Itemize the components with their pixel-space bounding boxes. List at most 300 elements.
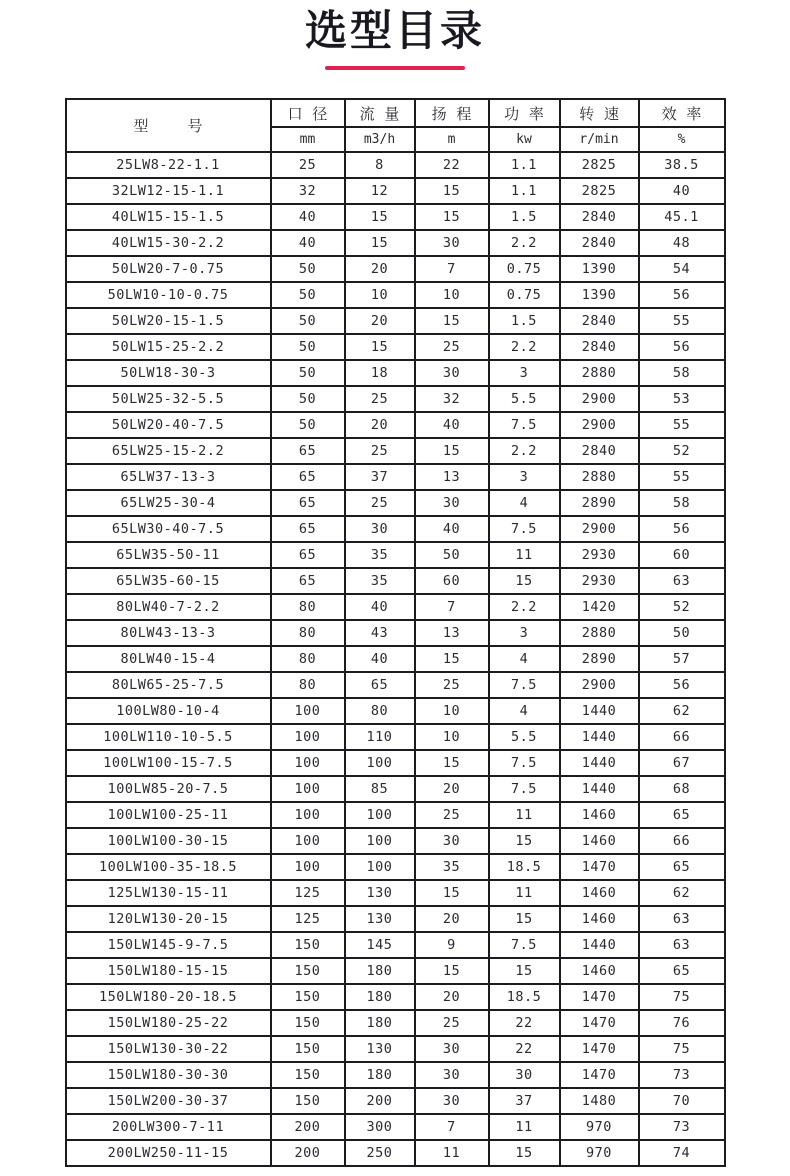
value-cell: 15 bbox=[345, 334, 415, 360]
value-cell: 13 bbox=[415, 620, 489, 646]
table-row bbox=[66, 334, 725, 360]
value-cell: 200 bbox=[345, 1088, 415, 1114]
model-cell: 150LW180-30-30 bbox=[66, 1062, 271, 1088]
value-cell: 40 bbox=[345, 594, 415, 620]
value-cell: 30 bbox=[415, 360, 489, 386]
model-cell: 150LW130-30-22 bbox=[66, 1036, 271, 1062]
value-cell: 63 bbox=[639, 932, 725, 958]
value-cell: 15 bbox=[415, 646, 489, 672]
value-cell: 1460 bbox=[560, 958, 639, 984]
column-header-unit: m bbox=[415, 127, 489, 152]
table-row bbox=[66, 1062, 725, 1088]
value-cell: 30 bbox=[415, 828, 489, 854]
value-cell: 150 bbox=[271, 1088, 345, 1114]
page-title: 选型目录 bbox=[304, 7, 485, 54]
value-cell: 2880 bbox=[560, 464, 639, 490]
value-cell: 65 bbox=[639, 958, 725, 984]
table-row bbox=[66, 386, 725, 412]
value-cell: 54 bbox=[639, 256, 725, 282]
value-cell: 70 bbox=[639, 1088, 725, 1114]
model-cell: 100LW110-10-5.5 bbox=[66, 724, 271, 750]
value-cell: 5.5 bbox=[489, 386, 560, 412]
value-cell: 25 bbox=[415, 802, 489, 828]
value-cell: 150 bbox=[271, 932, 345, 958]
value-cell: 130 bbox=[345, 1036, 415, 1062]
value-cell: 52 bbox=[639, 438, 725, 464]
column-header-unit: r/min bbox=[560, 127, 639, 152]
value-cell: 60 bbox=[415, 568, 489, 594]
value-cell: 50 bbox=[271, 412, 345, 438]
value-cell: 55 bbox=[639, 412, 725, 438]
table-row bbox=[66, 698, 725, 724]
value-cell: 40 bbox=[415, 516, 489, 542]
value-cell: 50 bbox=[271, 360, 345, 386]
value-cell: 15 bbox=[489, 906, 560, 932]
model-cell: 50LW20-7-0.75 bbox=[66, 256, 271, 282]
value-cell: 62 bbox=[639, 698, 725, 724]
table-row bbox=[66, 178, 725, 204]
value-cell: 2.2 bbox=[489, 438, 560, 464]
value-cell: 1390 bbox=[560, 256, 639, 282]
value-cell: 10 bbox=[345, 282, 415, 308]
value-cell: 40 bbox=[345, 646, 415, 672]
model-cell: 100LW100-25-11 bbox=[66, 802, 271, 828]
value-cell: 75 bbox=[639, 1036, 725, 1062]
value-cell: 2880 bbox=[560, 620, 639, 646]
value-cell: 15 bbox=[345, 230, 415, 256]
value-cell: 5.5 bbox=[489, 724, 560, 750]
value-cell: 18 bbox=[345, 360, 415, 386]
value-cell: 150 bbox=[271, 1036, 345, 1062]
value-cell: 150 bbox=[271, 984, 345, 1010]
value-cell: 2930 bbox=[560, 568, 639, 594]
value-cell: 2840 bbox=[560, 204, 639, 230]
value-cell: 15 bbox=[489, 828, 560, 854]
value-cell: 50 bbox=[271, 308, 345, 334]
value-cell: 15 bbox=[415, 750, 489, 776]
value-cell: 0.75 bbox=[489, 256, 560, 282]
value-cell: 125 bbox=[271, 906, 345, 932]
value-cell: 11 bbox=[489, 542, 560, 568]
value-cell: 65 bbox=[345, 672, 415, 698]
value-cell: 1470 bbox=[560, 984, 639, 1010]
value-cell: 100 bbox=[345, 750, 415, 776]
value-cell: 60 bbox=[639, 542, 725, 568]
model-cell: 100LW100-35-18.5 bbox=[66, 854, 271, 880]
value-cell: 80 bbox=[271, 620, 345, 646]
value-cell: 40 bbox=[271, 230, 345, 256]
value-cell: 65 bbox=[271, 542, 345, 568]
value-cell: 35 bbox=[345, 542, 415, 568]
value-cell: 55 bbox=[639, 464, 725, 490]
value-cell: 30 bbox=[415, 490, 489, 516]
column-header-label: 口径 bbox=[271, 99, 345, 127]
value-cell: 2840 bbox=[560, 334, 639, 360]
value-cell: 13 bbox=[415, 464, 489, 490]
table-row bbox=[66, 1114, 725, 1140]
value-cell: 65 bbox=[639, 854, 725, 880]
value-cell: 1460 bbox=[560, 880, 639, 906]
model-cell: 150LW180-15-15 bbox=[66, 958, 271, 984]
value-cell: 1.1 bbox=[489, 152, 560, 178]
table-row bbox=[66, 776, 725, 802]
table-row bbox=[66, 932, 725, 958]
value-cell: 48 bbox=[639, 230, 725, 256]
value-cell: 2900 bbox=[560, 516, 639, 542]
value-cell: 15 bbox=[415, 438, 489, 464]
value-cell: 37 bbox=[345, 464, 415, 490]
value-cell: 180 bbox=[345, 958, 415, 984]
value-cell: 25 bbox=[345, 386, 415, 412]
value-cell: 50 bbox=[639, 620, 725, 646]
value-cell: 7.5 bbox=[489, 412, 560, 438]
value-cell: 56 bbox=[639, 334, 725, 360]
value-cell: 100 bbox=[345, 828, 415, 854]
value-cell: 40 bbox=[271, 204, 345, 230]
value-cell: 75 bbox=[639, 984, 725, 1010]
value-cell: 300 bbox=[345, 1114, 415, 1140]
value-cell: 63 bbox=[639, 906, 725, 932]
value-cell: 1.5 bbox=[489, 308, 560, 334]
value-cell: 100 bbox=[271, 854, 345, 880]
value-cell: 15 bbox=[489, 568, 560, 594]
value-cell: 1440 bbox=[560, 932, 639, 958]
value-cell: 100 bbox=[271, 724, 345, 750]
model-cell: 80LW40-15-4 bbox=[66, 646, 271, 672]
value-cell: 30 bbox=[415, 230, 489, 256]
value-cell: 1470 bbox=[560, 854, 639, 880]
value-cell: 18.5 bbox=[489, 984, 560, 1010]
value-cell: 15 bbox=[415, 204, 489, 230]
title-accent-underline bbox=[325, 66, 465, 70]
value-cell: 50 bbox=[271, 282, 345, 308]
value-cell: 65 bbox=[271, 568, 345, 594]
value-cell: 30 bbox=[345, 516, 415, 542]
column-header-unit: m3/h bbox=[345, 127, 415, 152]
value-cell: 7 bbox=[415, 594, 489, 620]
value-cell: 130 bbox=[345, 906, 415, 932]
value-cell: 30 bbox=[415, 1088, 489, 1114]
value-cell: 2890 bbox=[560, 646, 639, 672]
value-cell: 2900 bbox=[560, 412, 639, 438]
value-cell: 56 bbox=[639, 516, 725, 542]
model-cell: 150LW200-30-37 bbox=[66, 1088, 271, 1114]
model-cell: 100LW80-10-4 bbox=[66, 698, 271, 724]
value-cell: 56 bbox=[639, 282, 725, 308]
model-cell: 50LW20-15-1.5 bbox=[66, 308, 271, 334]
table-row bbox=[66, 438, 725, 464]
model-cell: 65LW25-15-2.2 bbox=[66, 438, 271, 464]
table-body bbox=[66, 152, 725, 1166]
table-row bbox=[66, 854, 725, 880]
value-cell: 130 bbox=[345, 880, 415, 906]
value-cell: 200 bbox=[271, 1114, 345, 1140]
model-cell: 150LW145-9-7.5 bbox=[66, 932, 271, 958]
value-cell: 250 bbox=[345, 1140, 415, 1166]
value-cell: 1.1 bbox=[489, 178, 560, 204]
value-cell: 25 bbox=[271, 152, 345, 178]
value-cell: 2840 bbox=[560, 438, 639, 464]
value-cell: 67 bbox=[639, 750, 725, 776]
value-cell: 8 bbox=[345, 152, 415, 178]
model-cell: 65LW25-30-4 bbox=[66, 490, 271, 516]
value-cell: 2.2 bbox=[489, 230, 560, 256]
value-cell: 180 bbox=[345, 1010, 415, 1036]
value-cell: 40 bbox=[415, 412, 489, 438]
column-header-unit: % bbox=[639, 127, 725, 152]
value-cell: 50 bbox=[271, 256, 345, 282]
value-cell: 30 bbox=[415, 1036, 489, 1062]
value-cell: 970 bbox=[560, 1140, 639, 1166]
value-cell: 11 bbox=[415, 1140, 489, 1166]
value-cell: 25 bbox=[345, 438, 415, 464]
value-cell: 1420 bbox=[560, 594, 639, 620]
value-cell: 100 bbox=[271, 802, 345, 828]
value-cell: 7.5 bbox=[489, 672, 560, 698]
model-cell: 50LW15-25-2.2 bbox=[66, 334, 271, 360]
value-cell: 150 bbox=[271, 1062, 345, 1088]
model-cell: 65LW30-40-7.5 bbox=[66, 516, 271, 542]
value-cell: 970 bbox=[560, 1114, 639, 1140]
value-cell: 100 bbox=[271, 828, 345, 854]
value-cell: 37 bbox=[489, 1088, 560, 1114]
model-cell: 80LW40-7-2.2 bbox=[66, 594, 271, 620]
model-cell: 100LW100-30-15 bbox=[66, 828, 271, 854]
value-cell: 45.1 bbox=[639, 204, 725, 230]
value-cell: 63 bbox=[639, 568, 725, 594]
value-cell: 7.5 bbox=[489, 776, 560, 802]
value-cell: 7.5 bbox=[489, 932, 560, 958]
table-row bbox=[66, 646, 725, 672]
value-cell: 73 bbox=[639, 1062, 725, 1088]
table-row bbox=[66, 230, 725, 256]
column-header-label: 扬程 bbox=[415, 99, 489, 127]
table-row bbox=[66, 1088, 725, 1114]
value-cell: 200 bbox=[271, 1140, 345, 1166]
value-cell: 22 bbox=[489, 1010, 560, 1036]
value-cell: 1470 bbox=[560, 1036, 639, 1062]
value-cell: 1480 bbox=[560, 1088, 639, 1114]
value-cell: 50 bbox=[271, 334, 345, 360]
value-cell: 58 bbox=[639, 360, 725, 386]
value-cell: 1440 bbox=[560, 750, 639, 776]
value-cell: 1470 bbox=[560, 1010, 639, 1036]
value-cell: 20 bbox=[415, 906, 489, 932]
value-cell: 56 bbox=[639, 672, 725, 698]
table-row bbox=[66, 308, 725, 334]
value-cell: 15 bbox=[489, 1140, 560, 1166]
value-cell: 68 bbox=[639, 776, 725, 802]
table-row bbox=[66, 464, 725, 490]
value-cell: 1460 bbox=[560, 828, 639, 854]
value-cell: 110 bbox=[345, 724, 415, 750]
value-cell: 11 bbox=[489, 1114, 560, 1140]
value-cell: 4 bbox=[489, 646, 560, 672]
model-cell: 40LW15-30-2.2 bbox=[66, 230, 271, 256]
table-row bbox=[66, 1010, 725, 1036]
value-cell: 20 bbox=[345, 308, 415, 334]
table-row bbox=[66, 1036, 725, 1062]
table-row bbox=[66, 152, 725, 178]
value-cell: 1440 bbox=[560, 776, 639, 802]
value-cell: 4 bbox=[489, 490, 560, 516]
value-cell: 180 bbox=[345, 1062, 415, 1088]
value-cell: 20 bbox=[415, 984, 489, 1010]
value-cell: 53 bbox=[639, 386, 725, 412]
value-cell: 58 bbox=[639, 490, 725, 516]
column-header-label: 转速 bbox=[560, 99, 639, 127]
value-cell: 85 bbox=[345, 776, 415, 802]
value-cell: 76 bbox=[639, 1010, 725, 1036]
value-cell: 52 bbox=[639, 594, 725, 620]
value-cell: 25 bbox=[415, 672, 489, 698]
column-header-label: 效率 bbox=[639, 99, 725, 127]
model-cell: 200LW300-7-11 bbox=[66, 1114, 271, 1140]
value-cell: 3 bbox=[489, 620, 560, 646]
table-row bbox=[66, 802, 725, 828]
value-cell: 30 bbox=[415, 1062, 489, 1088]
value-cell: 2825 bbox=[560, 152, 639, 178]
value-cell: 80 bbox=[271, 594, 345, 620]
value-cell: 32 bbox=[271, 178, 345, 204]
pump-selection-table bbox=[65, 98, 726, 1167]
value-cell: 3 bbox=[489, 360, 560, 386]
model-cell: 25LW8-22-1.1 bbox=[66, 152, 271, 178]
value-cell: 11 bbox=[489, 880, 560, 906]
model-cell: 32LW12-15-1.1 bbox=[66, 178, 271, 204]
column-header-label: 流量 bbox=[345, 99, 415, 127]
value-cell: 20 bbox=[345, 412, 415, 438]
table-row bbox=[66, 906, 725, 932]
value-cell: 32 bbox=[415, 386, 489, 412]
column-header-unit: kw bbox=[489, 127, 560, 152]
table-row bbox=[66, 984, 725, 1010]
value-cell: 2840 bbox=[560, 230, 639, 256]
table-row bbox=[66, 282, 725, 308]
column-header-label: 功率 bbox=[489, 99, 560, 127]
value-cell: 4 bbox=[489, 698, 560, 724]
table-row bbox=[66, 724, 725, 750]
value-cell: 62 bbox=[639, 880, 725, 906]
value-cell: 50 bbox=[271, 386, 345, 412]
value-cell: 2900 bbox=[560, 672, 639, 698]
value-cell: 55 bbox=[639, 308, 725, 334]
value-cell: 1470 bbox=[560, 1062, 639, 1088]
value-cell: 20 bbox=[415, 776, 489, 802]
value-cell: 100 bbox=[271, 776, 345, 802]
table-row bbox=[66, 750, 725, 776]
model-cell: 100LW100-15-7.5 bbox=[66, 750, 271, 776]
value-cell: 2930 bbox=[560, 542, 639, 568]
value-cell: 35 bbox=[415, 854, 489, 880]
value-cell: 1440 bbox=[560, 724, 639, 750]
model-cell: 50LW10-10-0.75 bbox=[66, 282, 271, 308]
value-cell: 65 bbox=[271, 438, 345, 464]
value-cell: 2890 bbox=[560, 490, 639, 516]
value-cell: 7 bbox=[415, 1114, 489, 1140]
value-cell: 25 bbox=[415, 1010, 489, 1036]
value-cell: 57 bbox=[639, 646, 725, 672]
value-cell: 22 bbox=[489, 1036, 560, 1062]
value-cell: 11 bbox=[489, 802, 560, 828]
value-cell: 150 bbox=[271, 1010, 345, 1036]
value-cell: 125 bbox=[271, 880, 345, 906]
model-cell: 100LW85-20-7.5 bbox=[66, 776, 271, 802]
value-cell: 15 bbox=[415, 178, 489, 204]
column-header-model: 型号 bbox=[66, 99, 271, 152]
value-cell: 180 bbox=[345, 984, 415, 1010]
value-cell: 40 bbox=[639, 178, 725, 204]
header-label-row bbox=[66, 99, 725, 127]
model-cell: 80LW65-25-7.5 bbox=[66, 672, 271, 698]
value-cell: 50 bbox=[415, 542, 489, 568]
value-cell: 25 bbox=[415, 334, 489, 360]
value-cell: 20 bbox=[345, 256, 415, 282]
value-cell: 18.5 bbox=[489, 854, 560, 880]
table-row bbox=[66, 568, 725, 594]
table-row bbox=[66, 516, 725, 542]
value-cell: 3 bbox=[489, 464, 560, 490]
value-cell: 2.2 bbox=[489, 334, 560, 360]
value-cell: 1.5 bbox=[489, 204, 560, 230]
value-cell: 73 bbox=[639, 1114, 725, 1140]
table-row bbox=[66, 204, 725, 230]
value-cell: 80 bbox=[345, 698, 415, 724]
model-cell: 50LW20-40-7.5 bbox=[66, 412, 271, 438]
model-cell: 65LW35-60-15 bbox=[66, 568, 271, 594]
value-cell: 65 bbox=[271, 516, 345, 542]
value-cell: 7.5 bbox=[489, 516, 560, 542]
value-cell: 15 bbox=[345, 204, 415, 230]
value-cell: 2900 bbox=[560, 386, 639, 412]
value-cell: 100 bbox=[345, 802, 415, 828]
model-cell: 40LW15-15-1.5 bbox=[66, 204, 271, 230]
table-row bbox=[66, 958, 725, 984]
value-cell: 35 bbox=[345, 568, 415, 594]
value-cell: 2825 bbox=[560, 178, 639, 204]
value-cell: 15 bbox=[415, 880, 489, 906]
table-row bbox=[66, 1140, 725, 1166]
value-cell: 22 bbox=[415, 152, 489, 178]
value-cell: 7 bbox=[415, 256, 489, 282]
model-cell: 150LW180-20-18.5 bbox=[66, 984, 271, 1010]
model-cell: 200LW250-11-15 bbox=[66, 1140, 271, 1166]
value-cell: 15 bbox=[489, 958, 560, 984]
value-cell: 2880 bbox=[560, 360, 639, 386]
value-cell: 65 bbox=[271, 490, 345, 516]
value-cell: 43 bbox=[345, 620, 415, 646]
value-cell: 2.2 bbox=[489, 594, 560, 620]
model-cell: 80LW43-13-3 bbox=[66, 620, 271, 646]
model-cell: 65LW35-50-11 bbox=[66, 542, 271, 568]
value-cell: 15 bbox=[415, 308, 489, 334]
model-cell: 65LW37-13-3 bbox=[66, 464, 271, 490]
value-cell: 9 bbox=[415, 932, 489, 958]
value-cell: 30 bbox=[489, 1062, 560, 1088]
table-row bbox=[66, 880, 725, 906]
column-header-unit: mm bbox=[271, 127, 345, 152]
value-cell: 65 bbox=[639, 802, 725, 828]
value-cell: 1460 bbox=[560, 906, 639, 932]
table-row bbox=[66, 620, 725, 646]
model-cell: 50LW18-30-3 bbox=[66, 360, 271, 386]
value-cell: 15 bbox=[415, 958, 489, 984]
value-cell: 1460 bbox=[560, 802, 639, 828]
value-cell: 2840 bbox=[560, 308, 639, 334]
value-cell: 150 bbox=[271, 958, 345, 984]
value-cell: 80 bbox=[271, 672, 345, 698]
value-cell: 12 bbox=[345, 178, 415, 204]
